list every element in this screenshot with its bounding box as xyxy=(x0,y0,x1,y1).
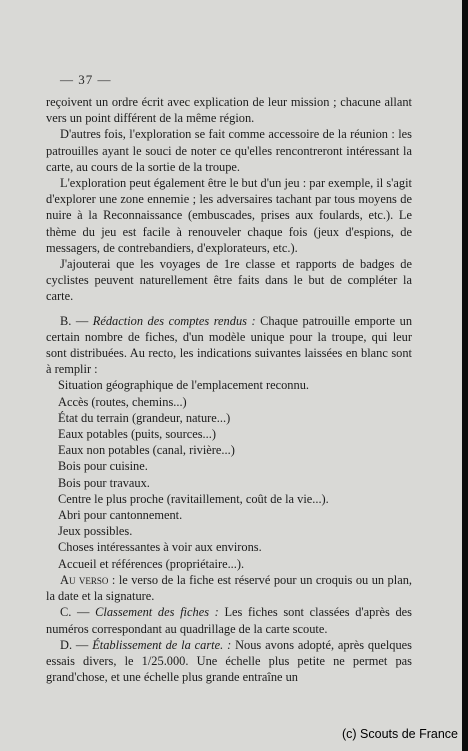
section-c-text: Les fiches sont classées d'après des numéros correspondant au quadrillage de la carte scoute. xyxy=(46,605,412,636)
page-text xyxy=(46,94,412,685)
section-b xyxy=(46,313,412,378)
section-d-label: D. — xyxy=(60,637,93,652)
fiche-fields-list xyxy=(46,377,412,571)
list-item: Bois pour cuisine. xyxy=(58,459,148,474)
copyright-credit: (c) Scouts de France xyxy=(341,727,458,741)
verso-paragraph xyxy=(46,572,412,604)
section-c xyxy=(46,604,412,636)
list-item: Abri pour cantonnement. xyxy=(58,508,183,523)
list-item: État du terrain (grandeur, nature...) xyxy=(58,410,231,425)
section-b-text: Chaque patrouille emporte un certain nombre de fiches, d'un modèle unique pour la troupe, qui leur sont distribuées. Au recto, les indications suivantes laissées en blanc sont à remplir : xyxy=(46,313,413,377)
page-edge xyxy=(462,0,468,751)
section-d xyxy=(46,637,412,686)
section-b-label: B. — xyxy=(60,313,93,328)
list-item: Eaux non potables (canal, rivière...) xyxy=(58,443,235,458)
verso-label: Au verso xyxy=(60,572,109,587)
list-item: Eaux potables (puits, sources...) xyxy=(58,427,216,442)
list-item: Accès (routes, chemins...) xyxy=(58,394,187,409)
section-d-title: Établissement de la carte. : xyxy=(92,637,232,652)
section-b-title: Rédaction des comptes rendus : xyxy=(92,313,256,328)
page-number: — 37 — xyxy=(60,72,112,87)
section-c-label: C. — xyxy=(60,605,96,620)
paragraph-2: D'autres fois, l'exploration se fait comme accessoire de la réunion : les patrouilles ayant le souci de noter ce qu'elles rencontreront intéressant la carte, au cours de la sortie de la troupe. xyxy=(46,127,412,174)
paragraph-1: reçoivent un ordre écrit avec explication de leur mission ; chacune allant vers un point différent de la même région. xyxy=(46,95,412,126)
list-item: Situation géographique de l'emplacement reconnu. xyxy=(58,378,309,393)
list-item: Centre le plus proche (ravitaillement, coût de la vie...). xyxy=(58,491,329,506)
paragraph-3: L'exploration peut également être le but d'un jeu : par exemple, il s'agit d'explorer une zone ennemie ; les adversaires tachant par tous moyens de nuire à la Reconnaissance (embuscades, prises aux foulards, etc.). Le thème du jeu est facile à renouveler chaque fois (jeux d'espions, de messagers, de contrebandiers, d'explorateurs, etc.). xyxy=(46,176,412,255)
list-item: Bois pour travaux. xyxy=(58,475,150,490)
section-d-text: Nous avons adopté, après quelques essais divers, le 1/25.000. Une échelle plus petite ne permet pas grand'chose, et une échelle plus grande entraîne un xyxy=(46,637,412,685)
list-item: Choses intéressantes à voir aux environs. xyxy=(58,540,262,555)
list-item: Jeux possibles. xyxy=(58,524,133,539)
list-item: Accueil et références (propriétaire...). xyxy=(58,556,245,571)
verso-text: : le verso de la fiche est réservé pour un croquis ou un plan, la date et la signature. xyxy=(46,572,412,604)
section-c-title: Classement des fiches : xyxy=(95,605,219,620)
paragraph-4: J'ajouterai que les voyages de 1re classe et rapports de badges de cyclistes peuvent naturellement être faits dans le but de compléter la carte. xyxy=(46,257,412,304)
